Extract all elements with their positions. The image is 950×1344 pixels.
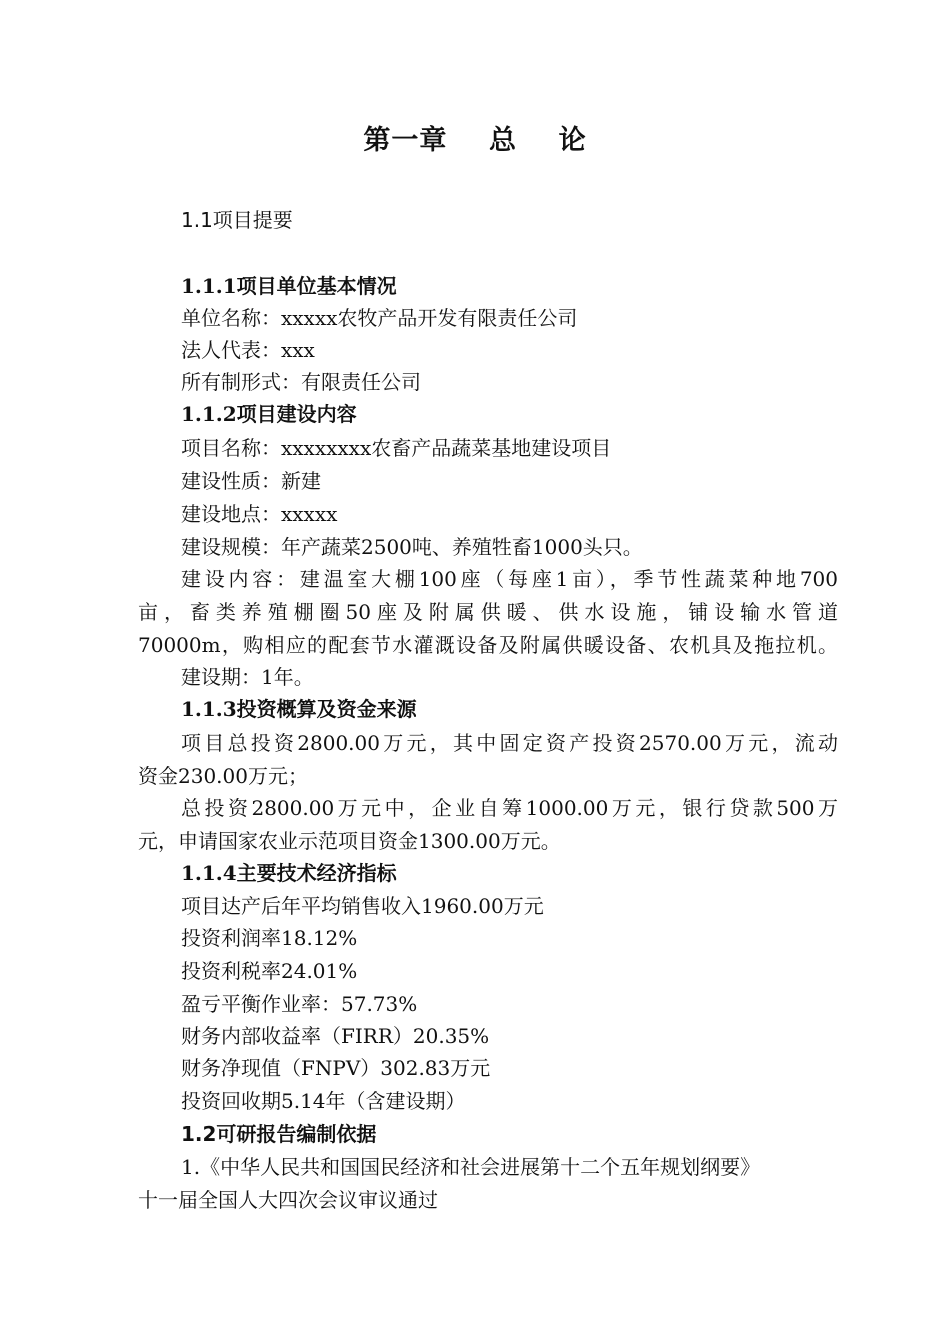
construction-period-line: 建设期：1年。 <box>181 665 314 689</box>
subsection-heading-1-1-1: 1.1.1项目单位基本情况 <box>181 274 397 298</box>
indicator-break-even: 盈亏平衡作业率：57.73% <box>181 992 418 1016</box>
subsection-heading-1-1-4: 1.1.4主要技术经济指标 <box>181 861 397 885</box>
section-heading-1-1: 1.1项目提要 <box>181 208 293 232</box>
construction-nature-line: 建设性质：新建 <box>181 469 321 493</box>
construction-site-line: 建设地点：xxxxx <box>181 502 338 526</box>
investment-para-1-line-1: 项目总投资2800.00万元，其中固定资产投资2570.00万元，流动 <box>181 731 838 755</box>
construction-scale-line: 建设规模：年产蔬菜2500吨、养殖牲畜1000头只。 <box>181 535 643 559</box>
basis-item-1-line-2: 十一届全国人大四次会议审议通过 <box>138 1188 438 1212</box>
investment-para-2-line-1: 总投资2800.00万元中，企业自筹1000.00万元，银行贷款500万 <box>181 796 838 820</box>
indicator-fnpv: 财务净现值（FNPV）302.83万元 <box>181 1056 491 1080</box>
indicator-sales-revenue: 项目达产后年平均销售收入1960.00万元 <box>181 894 544 918</box>
subsection-heading-1-1-3: 1.1.3投资概算及资金来源 <box>181 697 417 721</box>
construction-content-line-3: 70000m，购相应的配套节水灌溉设备及附属供暖设备、农机具及拖拉机。 <box>138 633 838 657</box>
indicator-firr: 财务内部收益率（FIRR）20.35% <box>181 1024 490 1048</box>
chapter-title: 第一章 总 论 <box>363 125 587 156</box>
ownership-line: 所有制形式：有限责任公司 <box>181 370 421 394</box>
indicator-profit-tax-rate: 投资利税率24.01% <box>181 959 358 983</box>
indicator-profit-rate: 投资利润率18.12% <box>181 926 358 950</box>
basis-item-1-line-1: 1.《中华人民共和国国民经济和社会进展第十二个五年规划纲要》 <box>181 1155 761 1179</box>
construction-content-line-1: 建设内容：建温室大棚100座（每座1亩），季节性蔬菜种地700 <box>181 567 838 591</box>
legal-rep-line: 法人代表：xxx <box>181 338 315 362</box>
investment-para-2-line-2: 元，申请国家农业示范项目资金1300.00万元。 <box>138 829 561 853</box>
project-name-line: 项目名称：xxxxxxxx农畜产品蔬菜基地建设项目 <box>181 436 612 460</box>
section-heading-1-2: 1.2可研报告编制依据 <box>181 1122 377 1146</box>
construction-content-line-2: 亩，畜类养殖棚圈50座及附属供暖、供水设施，铺设输水管道 <box>138 600 838 624</box>
unit-name-line: 单位名称：xxxxx农牧产品开发有限责任公司 <box>181 306 578 330</box>
subsection-heading-1-1-2: 1.1.2项目建设内容 <box>181 402 357 426</box>
investment-para-1-line-2: 资金230.00万元； <box>138 764 308 788</box>
indicator-payback-period: 投资回收期5.14年（含建设期） <box>181 1089 466 1113</box>
